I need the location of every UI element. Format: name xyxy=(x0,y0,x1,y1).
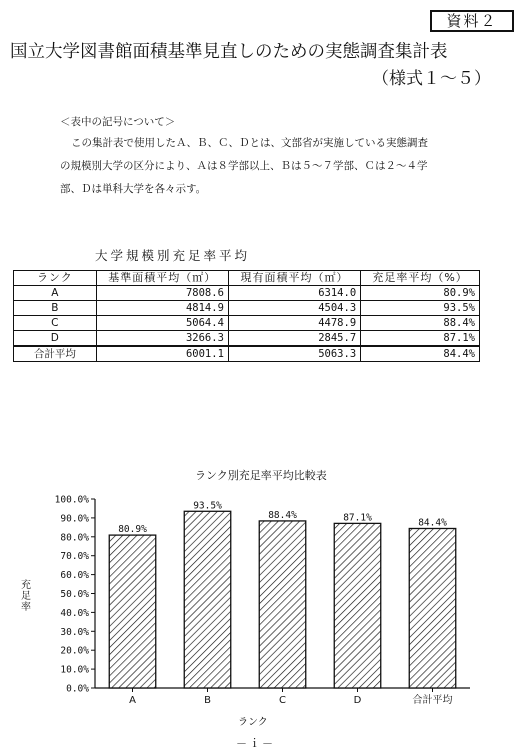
notes-body xyxy=(60,132,480,201)
y-tick-label: 70.0% xyxy=(60,551,89,563)
bar-chart xyxy=(0,485,523,710)
bar-4 xyxy=(334,523,381,688)
y-tick-label: 50.0% xyxy=(60,589,89,600)
table-cell: 4814.9 xyxy=(96,301,228,316)
y-tick-label: 30.0% xyxy=(60,626,89,638)
bar-5 xyxy=(409,528,456,688)
y-tick-label: 40.0% xyxy=(60,607,89,619)
table-cell: 5064.4 xyxy=(96,316,228,331)
y-tick-label: 20.0% xyxy=(60,645,89,657)
column-header: 充足率平均（%） xyxy=(361,271,480,286)
table-cell: 80.9% xyxy=(361,286,480,301)
table-row xyxy=(14,301,480,316)
table-cell: C xyxy=(14,316,97,331)
bar-3 xyxy=(259,521,306,688)
table-title: 大学規模別充足率平均 xyxy=(95,248,251,263)
y-tick-label: 100.0% xyxy=(54,494,89,506)
notes-heading: ＜表中の記号について＞ xyxy=(60,116,176,128)
table-row xyxy=(14,316,480,331)
bar-2 xyxy=(184,511,231,688)
y-tick-label: 90.0% xyxy=(60,513,89,525)
column-header: 基準面積平均（㎡） xyxy=(96,271,228,286)
table-cell: 6314.0 xyxy=(228,286,360,301)
table-cell: A xyxy=(14,286,97,301)
bar-1 xyxy=(109,535,156,688)
table-cell: 3266.3 xyxy=(96,331,228,347)
notes-line: の規模別大学の区分により、Ａは８学部以上、Ｂは５～７学部、Ｃは２～４学 xyxy=(60,160,428,172)
summary-table xyxy=(13,270,480,362)
table-cell: D xyxy=(14,331,97,347)
table-cell: 88.4% xyxy=(361,316,480,331)
table-cell: 84.4% xyxy=(361,346,480,362)
chart-title: ランク別充足率平均比較表 xyxy=(195,469,327,482)
table-cell: 87.1% xyxy=(361,331,480,347)
table-cell: 93.5% xyxy=(361,301,480,316)
column-header: 現有面積平均（㎡） xyxy=(228,271,360,286)
bar-value-label: 93.5% xyxy=(193,500,222,512)
y-tick-label: 60.0% xyxy=(60,570,89,582)
bar-value-label: 88.4% xyxy=(268,509,297,521)
notes-line: 部、Ｄは単科大学を各々示す。 xyxy=(60,183,207,195)
y-tick-label: 80.0% xyxy=(60,532,89,544)
bar-value-label: 87.1% xyxy=(343,512,372,524)
x-tick-label: D xyxy=(353,695,362,706)
table-header-row xyxy=(14,271,480,286)
document-subtitle: （様式１～５） xyxy=(372,69,491,89)
y-tick-label: 10.0% xyxy=(60,664,89,676)
table-cell: 2845.7 xyxy=(228,331,360,347)
notes-line: この集計表で使用したＡ、Ｂ、Ｃ、Ｄとは、文部省が実施している実態調査 xyxy=(71,137,428,149)
table-row xyxy=(14,286,480,301)
page-number: －ｉ－ xyxy=(236,737,275,750)
table-cell: 4478.9 xyxy=(228,316,360,331)
x-tick-label: C xyxy=(279,695,286,706)
table-total-row xyxy=(14,346,480,362)
table-cell: B xyxy=(14,301,97,316)
table-row xyxy=(14,331,480,347)
chart-xlabel: ランク xyxy=(238,717,268,728)
table-cell: 合計平均 xyxy=(14,346,97,362)
table-cell: 6001.1 xyxy=(96,346,228,362)
x-tick-label: A xyxy=(129,695,136,706)
table-cell: 5063.3 xyxy=(228,346,360,362)
document-title: 国立大学図書館面積基準見直しのための実態調査集計表 xyxy=(10,42,448,62)
bar-value-label: 84.4% xyxy=(418,517,447,529)
x-tick-label: 合計平均 xyxy=(412,695,453,706)
table-cell: 7808.6 xyxy=(96,286,228,301)
x-tick-label: B xyxy=(204,695,211,706)
bar-value-label: 80.9% xyxy=(118,524,147,536)
column-header: ランク xyxy=(14,271,97,286)
table-cell: 4504.3 xyxy=(228,301,360,316)
document-badge: 資料２ xyxy=(430,10,514,32)
chart-ylabel: 充足率 xyxy=(21,580,31,613)
y-tick-label: 0.0% xyxy=(66,683,89,695)
